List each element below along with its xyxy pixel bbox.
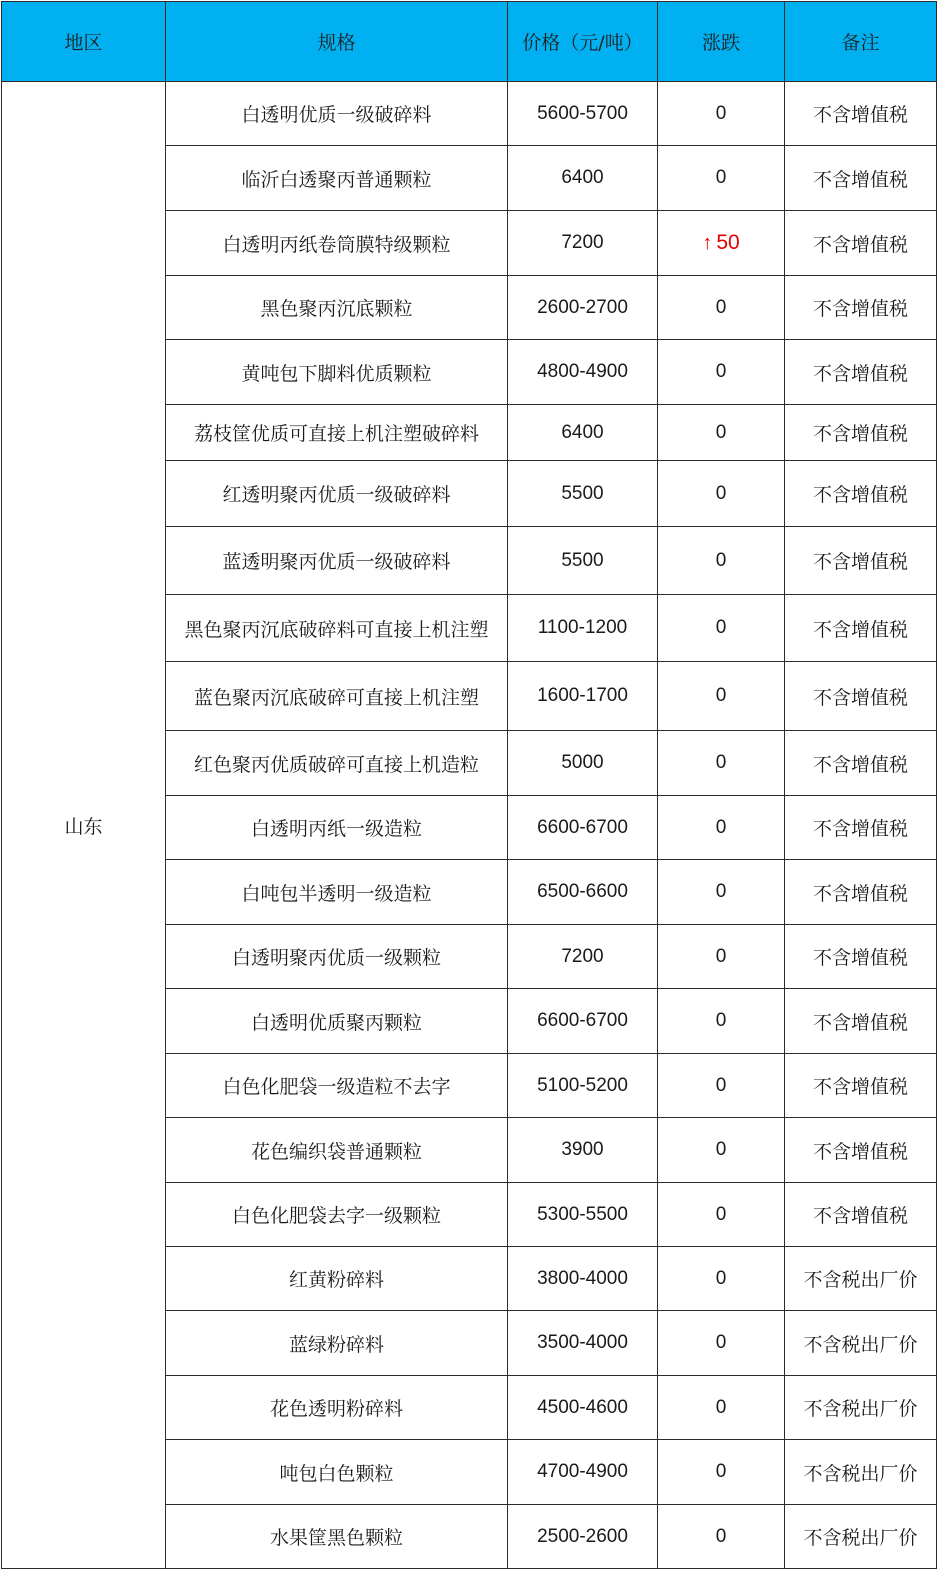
spec-cell: 黑色聚丙沉底颗粒: [166, 276, 508, 340]
header-note: 备注: [785, 2, 937, 82]
spec-cell: 白色化肥袋一级造粒不去字: [166, 1054, 508, 1118]
price-cell: 5600-5700: [508, 82, 658, 146]
note-cell: 不含增值税: [785, 860, 937, 925]
spec-cell: 红色聚丙优质破碎可直接上机造粒: [166, 731, 508, 796]
note-cell: 不含增值税: [785, 731, 937, 796]
price-cell: 6400: [508, 146, 658, 211]
price-cell: 7200: [508, 925, 658, 989]
header-row: [2, 2, 937, 82]
change-cell: 0: [658, 1247, 785, 1311]
spec-cell: 白色化肥袋去字一级颗粒: [166, 1183, 508, 1247]
price-table-wrapper: [1, 1, 936, 1569]
change-cell: 0: [658, 1376, 785, 1440]
note-cell: 不含增值税: [785, 796, 937, 860]
spec-cell: 黑色聚丙沉底破碎料可直接上机注塑: [166, 595, 508, 662]
note-cell: 不含增值税: [785, 989, 937, 1054]
note-cell: 不含增值税: [785, 461, 937, 527]
price-cell: 3800-4000: [508, 1247, 658, 1311]
price-cell: 2600-2700: [508, 276, 658, 340]
change-value: 50: [716, 231, 740, 254]
change-cell: 0: [658, 527, 785, 595]
price-cell: 5000: [508, 731, 658, 796]
price-cell: 6500-6600: [508, 860, 658, 925]
note-cell: 不含增值税: [785, 1054, 937, 1118]
spec-cell: 花色编织袋普通颗粒: [166, 1118, 508, 1183]
table-body: [2, 82, 937, 1569]
change-cell: 0: [658, 796, 785, 860]
change-cell: 0: [658, 1054, 785, 1118]
change-cell: 0: [658, 405, 785, 461]
change-cell: 0: [658, 595, 785, 662]
note-cell: 不含增值税: [785, 82, 937, 146]
change-cell: [658, 211, 785, 276]
arrow-up-icon: ↑: [702, 232, 713, 254]
price-cell: 3900: [508, 1118, 658, 1183]
note-cell: 不含增值税: [785, 595, 937, 662]
spec-cell: 吨包白色颗粒: [166, 1440, 508, 1505]
price-cell: 5500: [508, 527, 658, 595]
spec-cell: 荔枝筐优质可直接上机注塑破碎料: [166, 405, 508, 461]
change-cell: 0: [658, 276, 785, 340]
spec-cell: 红黄粉碎料: [166, 1247, 508, 1311]
note-cell: 不含税出厂价: [785, 1247, 937, 1311]
note-cell: 不含增值税: [785, 1183, 937, 1247]
price-cell: 1600-1700: [508, 662, 658, 731]
header-spec: 规格: [166, 2, 508, 82]
region-cell: 山东: [2, 82, 166, 1569]
note-cell: 不含税出厂价: [785, 1311, 937, 1376]
change-cell: 0: [658, 662, 785, 731]
price-cell: 4500-4600: [508, 1376, 658, 1440]
spec-cell: 红透明聚丙优质一级破碎料: [166, 461, 508, 527]
price-cell: 6600-6700: [508, 989, 658, 1054]
price-cell: 5500: [508, 461, 658, 527]
note-cell: 不含增值税: [785, 527, 937, 595]
spec-cell: 白透明优质聚丙颗粒: [166, 989, 508, 1054]
change-cell: 0: [658, 1118, 785, 1183]
spec-cell: 白透明丙纸卷筒膜特级颗粒: [166, 211, 508, 276]
note-cell: 不含税出厂价: [785, 1505, 937, 1569]
price-cell: 1100-1200: [508, 595, 658, 662]
price-cell: 7200: [508, 211, 658, 276]
spec-cell: 黄吨包下脚料优质颗粒: [166, 340, 508, 405]
note-cell: 不含增值税: [785, 662, 937, 731]
note-cell: 不含税出厂价: [785, 1376, 937, 1440]
change-cell: 0: [658, 1440, 785, 1505]
spec-cell: 白透明优质一级破碎料: [166, 82, 508, 146]
price-cell: 2500-2600: [508, 1505, 658, 1569]
note-cell: 不含增值税: [785, 405, 937, 461]
spec-cell: 水果筐黑色颗粒: [166, 1505, 508, 1569]
note-cell: 不含增值税: [785, 1118, 937, 1183]
spec-cell: 蓝透明聚丙优质一级破碎料: [166, 527, 508, 595]
price-cell: 3500-4000: [508, 1311, 658, 1376]
change-cell: 0: [658, 146, 785, 211]
note-cell: 不含增值税: [785, 211, 937, 276]
note-cell: 不含税出厂价: [785, 1440, 937, 1505]
change-cell: 0: [658, 82, 785, 146]
spec-cell: 蓝色聚丙沉底破碎可直接上机注塑: [166, 662, 508, 731]
change-cell: 0: [658, 1311, 785, 1376]
change-cell: 0: [658, 461, 785, 527]
spec-cell: 白透明丙纸一级造粒: [166, 796, 508, 860]
spec-cell: 临沂白透聚丙普通颗粒: [166, 146, 508, 211]
spec-cell: 白吨包半透明一级造粒: [166, 860, 508, 925]
change-cell: 0: [658, 731, 785, 796]
spec-cell: 蓝绿粉碎料: [166, 1311, 508, 1376]
note-cell: 不含增值税: [785, 340, 937, 405]
change-cell: 0: [658, 925, 785, 989]
note-cell: 不含增值税: [785, 925, 937, 989]
change-cell: 0: [658, 340, 785, 405]
table-row: [2, 82, 937, 146]
spec-cell: 花色透明粉碎料: [166, 1376, 508, 1440]
price-cell: 4700-4900: [508, 1440, 658, 1505]
change-cell: 0: [658, 1505, 785, 1569]
change-cell: 0: [658, 860, 785, 925]
change-cell: 0: [658, 989, 785, 1054]
price-cell: 5100-5200: [508, 1054, 658, 1118]
price-cell: 4800-4900: [508, 340, 658, 405]
price-cell: 5300-5500: [508, 1183, 658, 1247]
note-cell: 不含增值税: [785, 276, 937, 340]
header-change: 涨跌: [658, 2, 785, 82]
header-region: 地区: [2, 2, 166, 82]
header-price: 价格（元/吨）: [508, 2, 658, 82]
note-cell: 不含增值税: [785, 146, 937, 211]
price-cell: 6400: [508, 405, 658, 461]
price-table: [1, 1, 937, 1569]
price-cell: 6600-6700: [508, 796, 658, 860]
change-cell: 0: [658, 1183, 785, 1247]
spec-cell: 白透明聚丙优质一级颗粒: [166, 925, 508, 989]
